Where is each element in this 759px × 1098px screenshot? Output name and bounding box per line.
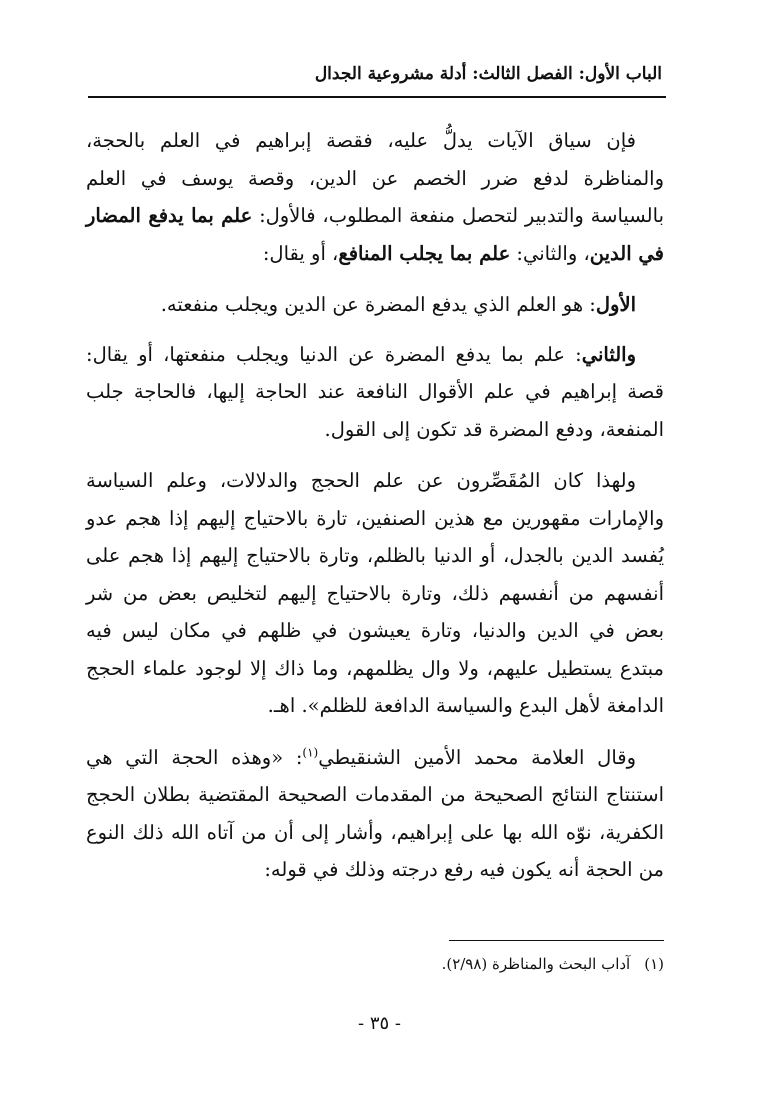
paragraph-3-label: والثاني	[581, 342, 636, 366]
page-number: - ٣٥ -	[358, 1013, 401, 1034]
paragraph-5-text-a: وقال العلامة محمد الأمين الشنقيطي	[318, 745, 636, 769]
footnote-reference: (١)	[302, 745, 319, 759]
footnote-rule	[449, 940, 664, 941]
paragraph-2	[86, 286, 664, 324]
header-rule	[88, 96, 666, 98]
body-text	[86, 122, 664, 903]
paragraph-2-text: : هو العلم الذي يدفع المضرة عن الدين ويجلب منفعته.	[160, 293, 596, 316]
footnote-number: (١)	[644, 955, 664, 973]
paragraph-1-bold-a: علم بما يدفع المضار في الدين	[86, 204, 664, 265]
footnote-text: آداب البحث والمناظرة (٢/٩٨).	[441, 955, 631, 973]
paragraph-2-label: الأول	[595, 293, 636, 316]
paragraph-3	[86, 336, 664, 449]
running-header: الباب الأول: الفصل الثالث: أدلة مشروعية الجدال	[314, 64, 662, 84]
paragraph-1-bold-b: علم بما يجلب المنافع	[338, 241, 511, 265]
paragraph-1-text-b: ، والثاني:	[510, 241, 590, 265]
paragraph-1	[86, 122, 664, 272]
paragraph-5	[86, 739, 664, 889]
paragraph-1-text-c: ، أو يقال:	[262, 241, 339, 265]
paragraph-3-text: : علم بما يدفع المضرة عن الدنيا ويجلب منفعتها، أو يقال: قصة إبراهيم في علم الأقوال النافعة عند الحاجة إليها، فالحاجة جلب المنفعة، ودفع المضرة قد تكون إلى القول.	[86, 342, 664, 441]
paragraph-1-text-a: فإن سياق الآيات يدلُّ عليه، فقصة إبراهيم في العلم بالحجة، والمناظرة لدفع ضرر الخصم عن الدين، وقصة يوسف في العلم بالسياسة والتدبير لتحصل منفعة المطلوب، فالأول:	[86, 129, 664, 227]
footnote	[86, 953, 664, 975]
paragraph-4	[86, 462, 664, 725]
paragraph-4-text: ولهذا كان المُقَصِّرون عن علم الحجج والدلالات، وعلم السياسة والإمارات مقهورين مع هذين الصنفين، تارة بالاحتياج إليهم إذا هجم عدو يُفسد الدين بالجدل، أو الدنيا بالظلم، وتارة بالاحتياج إليهم إذا هجم على أنفسهم من أنفسهم ذلك، وتارة بالاحتياج إليهم لتخليص بعض من شر بعض في الدين والدنيا، وتارة يعيشون في ظلهم في مكان ليس فيه مبتدع يستطيل عليهم، ولا وال يظلمهم، وما ذاك إلا لوجود علماء الحجج الدامغة لأهل البدع والسياسة الدافعة للظلم». اهـ.	[86, 469, 664, 717]
paragraph-5-text-b: : «وهذه الحجة التي هي استنتاج النتائج الصحيحة من المقدمات الصحيحة المقتضية بطلان الحجج الكفرية، نوّه الله بها على إبراهيم، وأشار إلى أن من آتاه الله ذلك النوع من الحجة أنه يكون فيه رفع درجته وذلك في قوله:	[86, 745, 664, 881]
